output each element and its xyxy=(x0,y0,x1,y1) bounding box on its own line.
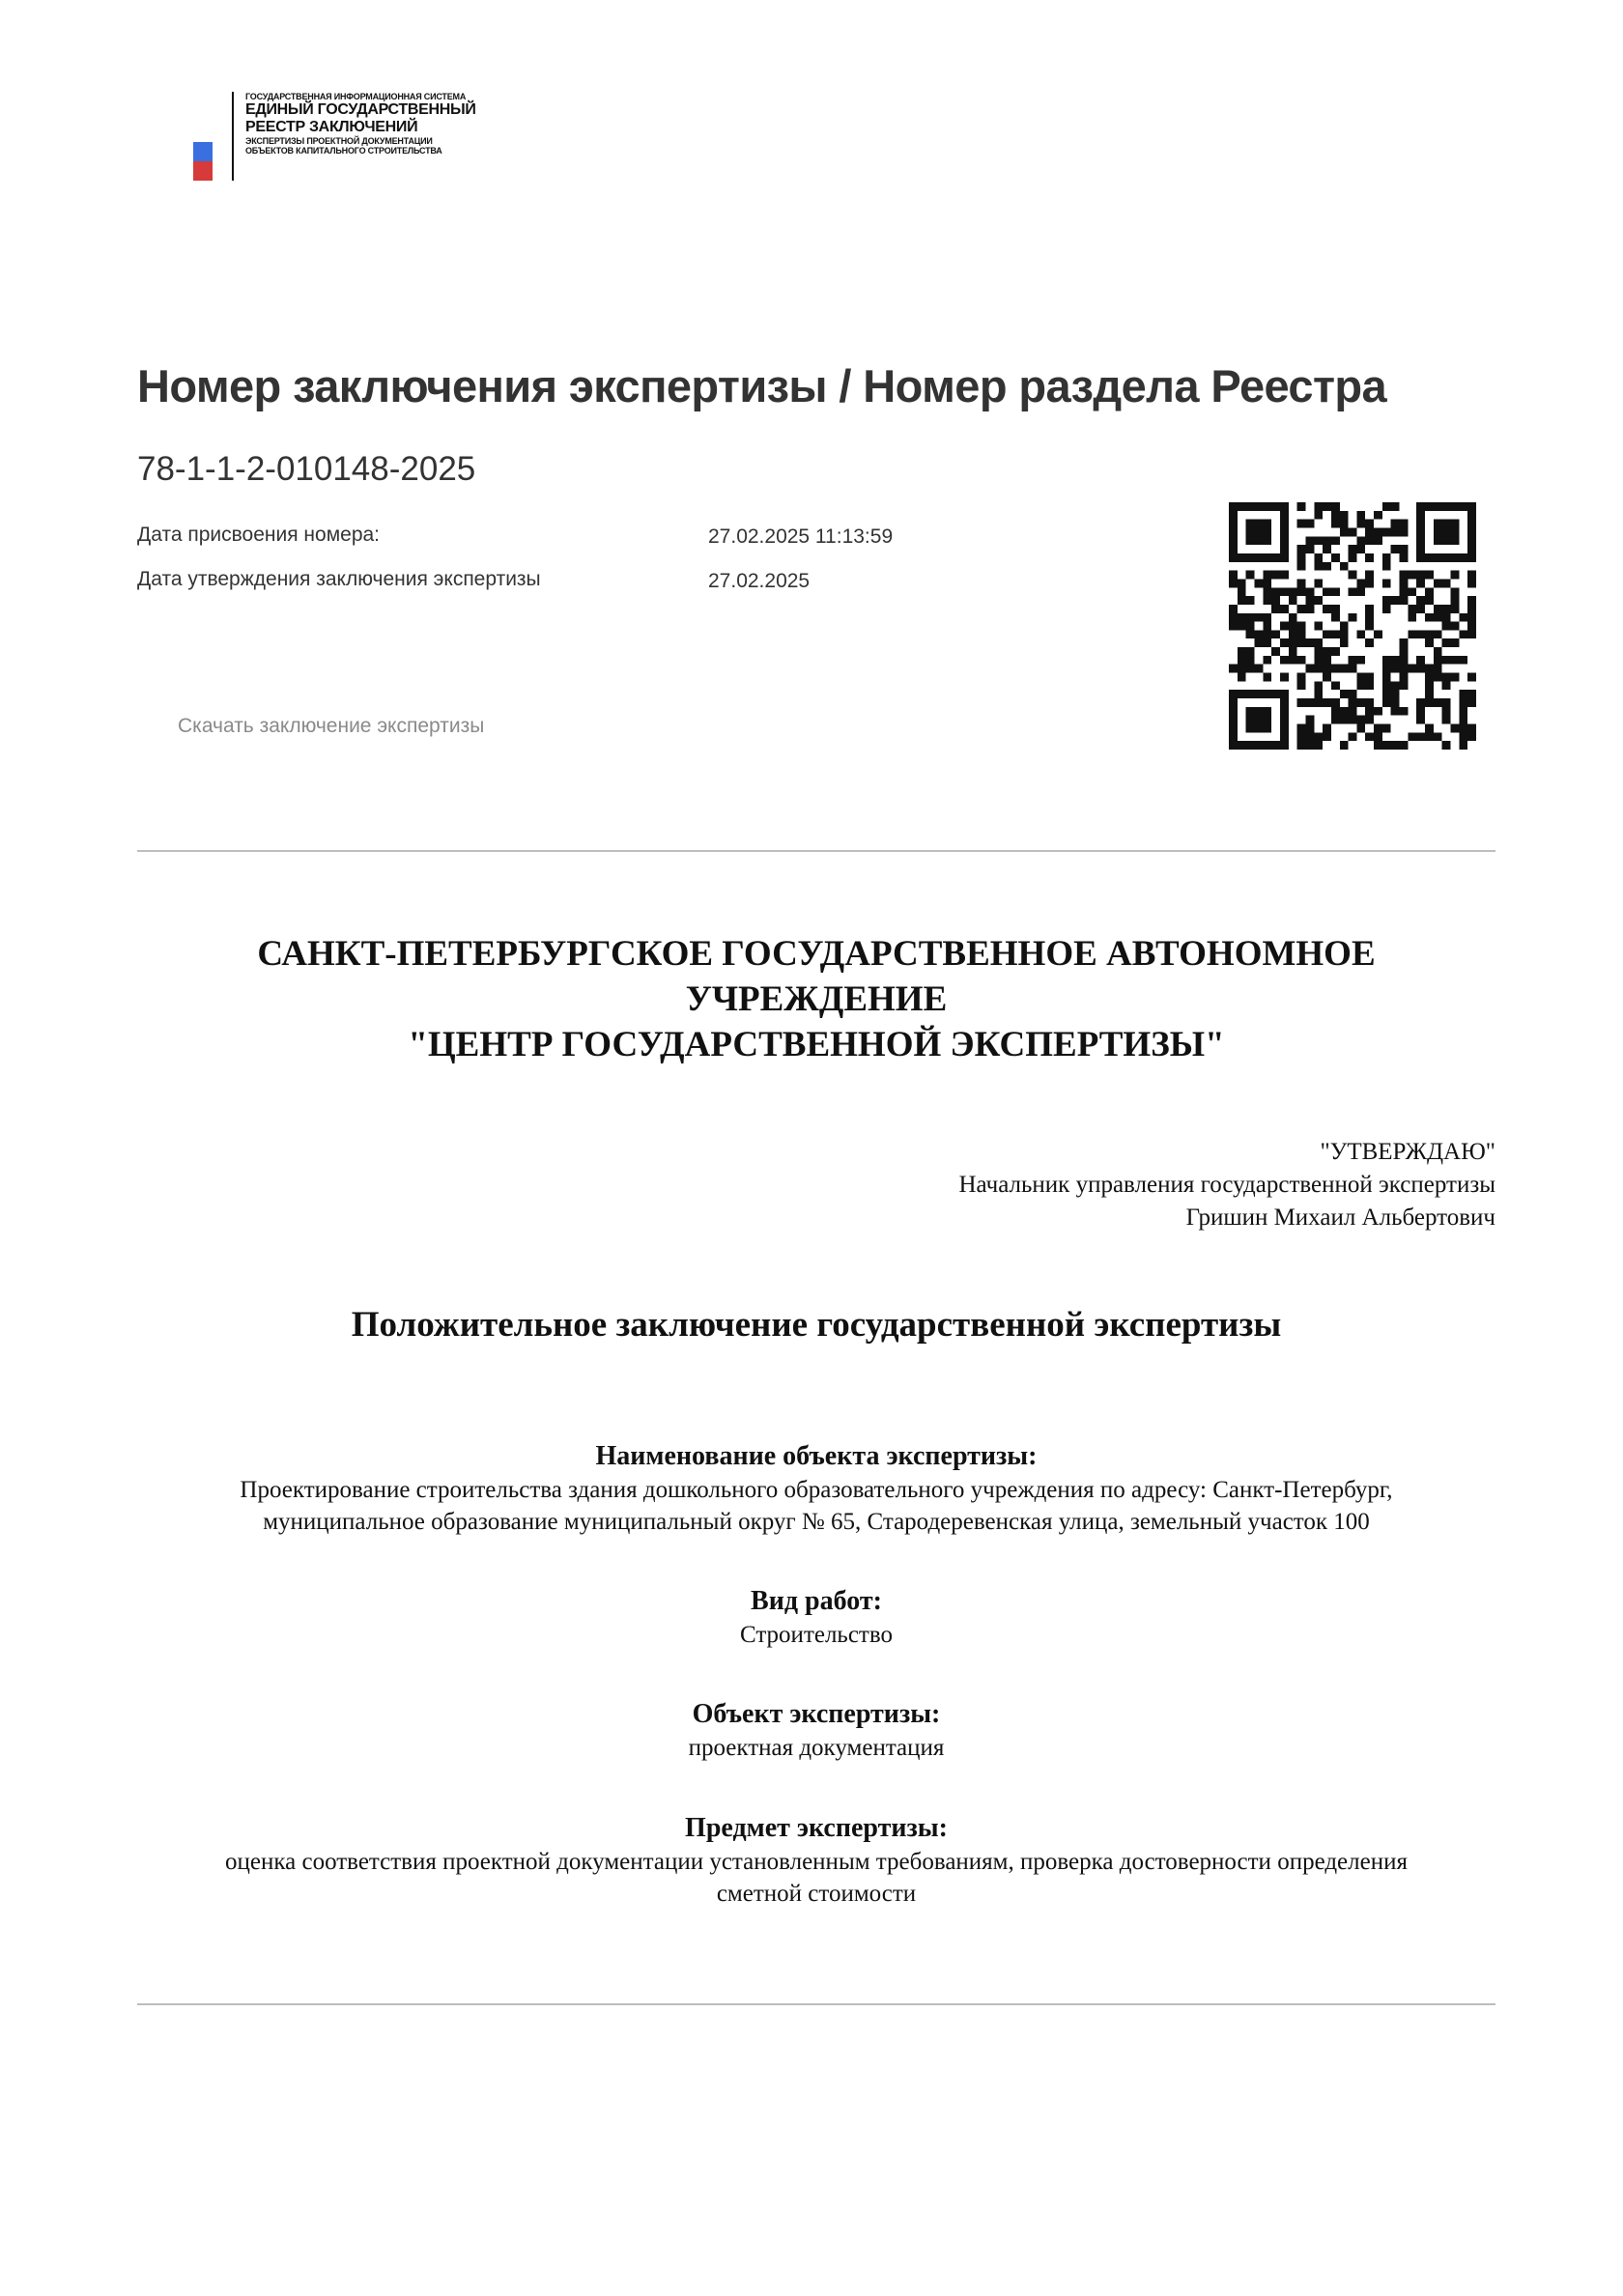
logo-divider xyxy=(232,92,234,181)
qr-code-icon xyxy=(1229,502,1476,750)
registry-number: 78-1-1-2-010148-2025 xyxy=(137,450,476,488)
object-name-line-1: Проектирование строительства здания дошкольного образовательного учреждения по адресу: Санкт-Петербург, xyxy=(240,1477,1393,1503)
expertise-subject-line-1: оценка соответствия проектной документации установленным требованиям, проверка достоверности определения xyxy=(225,1849,1408,1875)
expertise-object-section xyxy=(116,1697,1517,1764)
page-title: Номер заключения экспертизы / Номер раздела Реестра xyxy=(137,360,1387,411)
approve-position: Начальник управления государственной экспертизы xyxy=(958,1172,1495,1198)
conclusion-title: Положительное заключение государственной экспертизы xyxy=(351,1305,1282,1345)
approval-block xyxy=(959,1136,1496,1234)
org-line-3: "ЦЕНТР ГОСУДАРСТВЕННОЙ ЭКСПЕРТИЗЫ" xyxy=(408,1025,1225,1064)
approve-word: "УТВЕРЖДАЮ" xyxy=(1320,1139,1495,1165)
organization-name xyxy=(137,931,1495,1067)
logo-line-4: ЭКСПЕРТИЗЫ ПРОЕКТНОЙ ДОКУМЕНТАЦИИ xyxy=(245,135,433,146)
org-line-1: САНКТ-ПЕТЕРБУРГСКОЕ ГОСУДАРСТВЕННОЕ АВТОНОМНОЕ xyxy=(257,934,1376,974)
org-line-2: УЧРЕЖДЕНИЕ xyxy=(685,979,948,1019)
flag-icon xyxy=(193,123,213,181)
object-name-line-2: муниципальное образование муниципальный округ № 65, Стародеревенская улица, земельный участок 100 xyxy=(263,1509,1370,1535)
logo-line-2: ЕДИНЫЙ ГОСУДАРСТВЕННЫЙ xyxy=(245,101,476,119)
assign-date-value: 27.02.2025 11:13:59 xyxy=(708,525,894,548)
expertise-subject-section xyxy=(116,1811,1517,1910)
logo-text xyxy=(245,92,555,156)
logo-line-3: РЕЕСТР ЗАКЛЮЧЕНИЙ xyxy=(245,118,418,135)
logo-line-1: ГОСУДАРСТВЕННАЯ ИНФОРМАЦИОННАЯ СИСТЕМА xyxy=(245,92,467,101)
download-conclusion-link[interactable]: Скачать заключение экспертизы xyxy=(178,715,485,737)
logo-line-5: ОБЪЕКТОВ КАПИТАЛЬНОГО СТРОИТЕЛЬСТВА xyxy=(245,145,442,156)
expertise-object-value: проектная документация xyxy=(688,1735,945,1761)
approve-date-label: Дата утверждения заключения экспертизы xyxy=(137,568,541,590)
divider-bottom xyxy=(137,2003,1495,2005)
approve-name: Гришин Михаил Альбертович xyxy=(1185,1205,1495,1231)
expertise-subject-label: Предмет экспертизы: xyxy=(685,1813,948,1843)
object-name-section xyxy=(116,1439,1517,1538)
work-type-section xyxy=(116,1584,1517,1651)
approve-date-value: 27.02.2025 xyxy=(708,570,811,592)
expertise-subject-line-2: сметной стоимости xyxy=(716,1881,917,1907)
object-name-label: Наименование объекта экспертизы: xyxy=(595,1441,1038,1471)
work-type-value: Строительство xyxy=(739,1622,893,1648)
divider-top xyxy=(137,850,1495,852)
work-type-label: Вид работ: xyxy=(751,1586,882,1616)
expertise-object-label: Объект экспертизы: xyxy=(692,1699,941,1729)
assign-date-label: Дата присвоения номера: xyxy=(137,524,381,546)
